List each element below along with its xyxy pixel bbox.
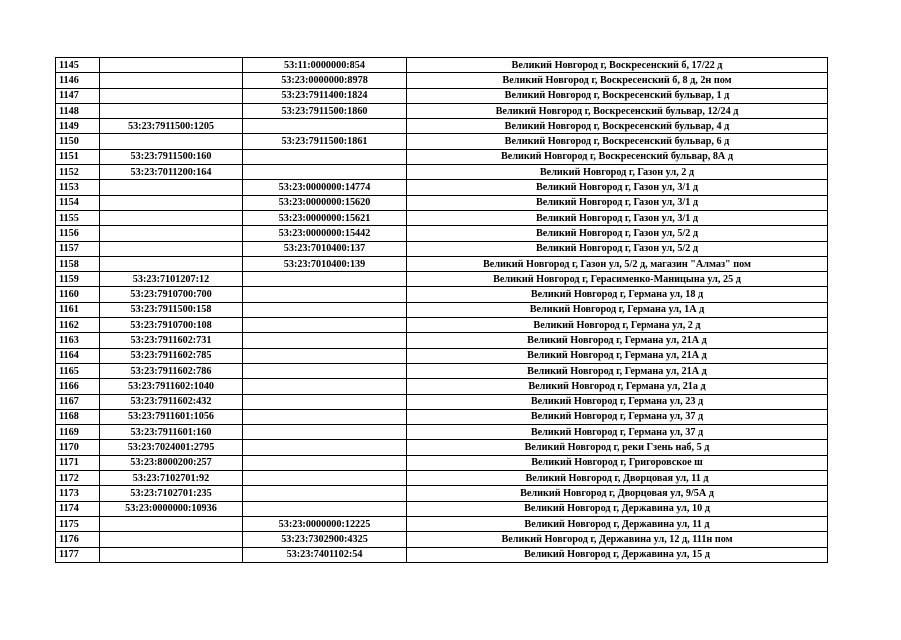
row-number-cell: 1146 [56, 73, 100, 88]
cadastral-number-cell: 53:23:7101207:12 [100, 272, 243, 287]
row-number-cell: 1153 [56, 180, 100, 195]
cadastral-number-cell: 53:23:7011200:164 [100, 165, 243, 180]
row-number-cell: 1158 [56, 256, 100, 271]
row-number-cell: 1145 [56, 58, 100, 73]
cadastral-number-alt-cell: 53:23:7010400:137 [243, 241, 407, 256]
table-row [56, 195, 828, 210]
cadastral-number-alt-cell [243, 455, 407, 470]
row-number-cell: 1173 [56, 486, 100, 501]
cadastral-number-cell: 53:23:7911602:785 [100, 348, 243, 363]
row-number-cell: 1166 [56, 379, 100, 394]
cadastral-number-alt-cell [243, 440, 407, 455]
cadastral-number-cell [100, 547, 243, 562]
row-number-cell: 1156 [56, 226, 100, 241]
cadastral-number-cell: 53:23:7911500:158 [100, 302, 243, 317]
address-cell: Великий Новгород г, Германа ул, 37 д [407, 409, 828, 424]
cadastral-number-alt-cell [243, 119, 407, 134]
cadastral-number-alt-cell [243, 165, 407, 180]
row-number-cell: 1168 [56, 409, 100, 424]
table-row [56, 210, 828, 225]
cadastral-number-alt-cell [243, 363, 407, 378]
row-number-cell: 1167 [56, 394, 100, 409]
address-cell: Великий Новгород г, Германа ул, 23 д [407, 394, 828, 409]
property-table-body [56, 58, 828, 563]
row-number-cell: 1174 [56, 501, 100, 516]
cadastral-number-alt-cell [243, 348, 407, 363]
row-number-cell: 1154 [56, 195, 100, 210]
cadastral-number-cell: 53:23:7911601:1056 [100, 409, 243, 424]
cadastral-number-cell [100, 532, 243, 547]
table-row [56, 333, 828, 348]
row-number-cell: 1176 [56, 532, 100, 547]
address-cell: Великий Новгород г, Державина ул, 12 д, 111н пом [407, 532, 828, 547]
cadastral-number-alt-cell [243, 318, 407, 333]
cadastral-number-alt-cell: 53:23:7911400:1824 [243, 88, 407, 103]
address-cell: Великий Новгород г, Воскресенский б, 8 д, 2н пом [407, 73, 828, 88]
cadastral-number-cell: 53:23:7911602:731 [100, 333, 243, 348]
address-cell: Великий Новгород г, Газон ул, 3/1 д [407, 195, 828, 210]
cadastral-number-alt-cell: 53:23:7911500:1861 [243, 134, 407, 149]
cadastral-number-cell: 53:23:0000000:10936 [100, 501, 243, 516]
address-cell: Великий Новгород г, Германа ул, 21А д [407, 363, 828, 378]
table-row [56, 363, 828, 378]
row-number-cell: 1147 [56, 88, 100, 103]
row-number-cell: 1164 [56, 348, 100, 363]
row-number-cell: 1169 [56, 425, 100, 440]
cadastral-number-cell [100, 226, 243, 241]
cadastral-number-alt-cell: 53:23:0000000:15621 [243, 210, 407, 225]
cadastral-number-alt-cell: 53:23:0000000:15442 [243, 226, 407, 241]
address-cell: Великий Новгород г, Германа ул, 37 д [407, 425, 828, 440]
cadastral-number-cell [100, 134, 243, 149]
cadastral-number-alt-cell: 53:23:0000000:14774 [243, 180, 407, 195]
address-cell: Великий Новгород г, Державина ул, 11 д [407, 516, 828, 531]
cadastral-number-cell: 53:23:7911602:432 [100, 394, 243, 409]
table-row [56, 103, 828, 118]
cadastral-number-cell [100, 195, 243, 210]
row-number-cell: 1157 [56, 241, 100, 256]
address-cell: Великий Новгород г, Державина ул, 10 д [407, 501, 828, 516]
cadastral-number-alt-cell: 53:23:7010400:139 [243, 256, 407, 271]
row-number-cell: 1162 [56, 318, 100, 333]
table-row [56, 425, 828, 440]
table-row [56, 58, 828, 73]
cadastral-number-alt-cell [243, 409, 407, 424]
cadastral-number-cell [100, 256, 243, 271]
address-cell: Великий Новгород г, Воскресенский бульвар, 1 д [407, 88, 828, 103]
cadastral-number-alt-cell [243, 272, 407, 287]
cadastral-number-alt-cell: 53:23:7302900:4325 [243, 532, 407, 547]
cadastral-number-cell: 53:23:7911602:786 [100, 363, 243, 378]
cadastral-number-cell: 53:23:7102701:235 [100, 486, 243, 501]
row-number-cell: 1163 [56, 333, 100, 348]
row-number-cell: 1160 [56, 287, 100, 302]
table-row [56, 256, 828, 271]
row-number-cell: 1159 [56, 272, 100, 287]
address-cell: Великий Новгород г, Дворцовая ул, 9/5А д [407, 486, 828, 501]
table-row [56, 119, 828, 134]
cadastral-number-alt-cell [243, 302, 407, 317]
table-row [56, 272, 828, 287]
cadastral-number-alt-cell: 53:23:7911500:1860 [243, 103, 407, 118]
cadastral-number-cell [100, 241, 243, 256]
cadastral-number-alt-cell: 53:23:0000000:8978 [243, 73, 407, 88]
table-row [56, 318, 828, 333]
address-cell: Великий Новгород г, Газон ул, 5/2 д [407, 226, 828, 241]
row-number-cell: 1170 [56, 440, 100, 455]
address-cell: Великий Новгород г, Германа ул, 18 д [407, 287, 828, 302]
cadastral-number-cell [100, 103, 243, 118]
row-number-cell: 1172 [56, 471, 100, 486]
table-row [56, 241, 828, 256]
row-number-cell: 1149 [56, 119, 100, 134]
cadastral-number-alt-cell [243, 425, 407, 440]
address-cell: Великий Новгород г, Германа ул, 21а д [407, 379, 828, 394]
address-cell: Великий Новгород г, Воскресенский бульвар, 6 д [407, 134, 828, 149]
table-row [56, 471, 828, 486]
address-cell: Великий Новгород г, Воскресенский бульвар, 12/24 д [407, 103, 828, 118]
cadastral-number-alt-cell [243, 394, 407, 409]
address-cell: Великий Новгород г, Германа ул, 1А д [407, 302, 828, 317]
cadastral-number-alt-cell [243, 501, 407, 516]
address-cell: Великий Новгород г, Газон ул, 2 д [407, 165, 828, 180]
table-row [56, 394, 828, 409]
address-cell: Великий Новгород г, Германа ул, 21А д [407, 348, 828, 363]
table-row [56, 547, 828, 562]
row-number-cell: 1155 [56, 210, 100, 225]
cadastral-number-cell: 53:23:7911500:1205 [100, 119, 243, 134]
table-row [56, 149, 828, 164]
cadastral-number-cell [100, 58, 243, 73]
cadastral-number-alt-cell [243, 333, 407, 348]
cadastral-number-alt-cell: 53:23:7401102:54 [243, 547, 407, 562]
cadastral-number-cell: 53:23:7102701:92 [100, 471, 243, 486]
cadastral-number-cell: 53:23:7910700:700 [100, 287, 243, 302]
table-row [56, 88, 828, 103]
cadastral-number-cell [100, 180, 243, 195]
row-number-cell: 1148 [56, 103, 100, 118]
cadastral-number-alt-cell [243, 149, 407, 164]
row-number-cell: 1165 [56, 363, 100, 378]
table-row [56, 516, 828, 531]
row-number-cell: 1177 [56, 547, 100, 562]
cadastral-number-cell: 53:23:7911601:160 [100, 425, 243, 440]
cadastral-number-cell: 53:23:7910700:108 [100, 318, 243, 333]
address-cell: Великий Новгород г, Воскресенский бульвар, 4 д [407, 119, 828, 134]
address-cell: Великий Новгород г, Воскресенский бульвар, 8А д [407, 149, 828, 164]
table-row [56, 226, 828, 241]
table-row [56, 73, 828, 88]
address-cell: Великий Новгород г, Герасименко-Маницына ул, 25 д [407, 272, 828, 287]
cadastral-number-alt-cell [243, 379, 407, 394]
row-number-cell: 1152 [56, 165, 100, 180]
cadastral-number-cell [100, 73, 243, 88]
property-table [55, 57, 828, 563]
table-row [56, 379, 828, 394]
table-row [56, 409, 828, 424]
table-row [56, 134, 828, 149]
address-cell: Великий Новгород г, Германа ул, 21А д [407, 333, 828, 348]
address-cell: Великий Новгород г, Григоровское ш [407, 455, 828, 470]
table-row [56, 440, 828, 455]
cadastral-number-cell: 53:23:8000200:257 [100, 455, 243, 470]
address-cell: Великий Новгород г, реки Гзень наб, 5 д [407, 440, 828, 455]
cadastral-number-alt-cell: 53:11:0000000:854 [243, 58, 407, 73]
cadastral-number-alt-cell: 53:23:0000000:12225 [243, 516, 407, 531]
table-row [56, 501, 828, 516]
cadastral-number-cell: 53:23:7024001:2795 [100, 440, 243, 455]
table-row [56, 180, 828, 195]
table-row [56, 532, 828, 547]
table-row [56, 165, 828, 180]
row-number-cell: 1151 [56, 149, 100, 164]
cadastral-number-cell: 53:23:7911500:160 [100, 149, 243, 164]
table-row [56, 348, 828, 363]
cadastral-number-alt-cell [243, 471, 407, 486]
address-cell: Великий Новгород г, Воскресенский б, 17/22 д [407, 58, 828, 73]
cadastral-number-cell [100, 516, 243, 531]
cadastral-number-alt-cell: 53:23:0000000:15620 [243, 195, 407, 210]
address-cell: Великий Новгород г, Державина ул, 15 д [407, 547, 828, 562]
row-number-cell: 1161 [56, 302, 100, 317]
cadastral-number-alt-cell [243, 287, 407, 302]
cadastral-number-cell: 53:23:7911602:1040 [100, 379, 243, 394]
table-row [56, 455, 828, 470]
address-cell: Великий Новгород г, Газон ул, 5/2 д [407, 241, 828, 256]
table-row [56, 486, 828, 501]
table-row [56, 287, 828, 302]
address-cell: Великий Новгород г, Дворцовая ул, 11 д [407, 471, 828, 486]
cadastral-number-cell [100, 210, 243, 225]
address-cell: Великий Новгород г, Газон ул, 5/2 д, магазин "Алмаз" пом [407, 256, 828, 271]
table-row [56, 302, 828, 317]
row-number-cell: 1150 [56, 134, 100, 149]
address-cell: Великий Новгород г, Германа ул, 2 д [407, 318, 828, 333]
cadastral-number-cell [100, 88, 243, 103]
row-number-cell: 1175 [56, 516, 100, 531]
row-number-cell: 1171 [56, 455, 100, 470]
cadastral-number-alt-cell [243, 486, 407, 501]
address-cell: Великий Новгород г, Газон ул, 3/1 д [407, 180, 828, 195]
address-cell: Великий Новгород г, Газон ул, 3/1 д [407, 210, 828, 225]
